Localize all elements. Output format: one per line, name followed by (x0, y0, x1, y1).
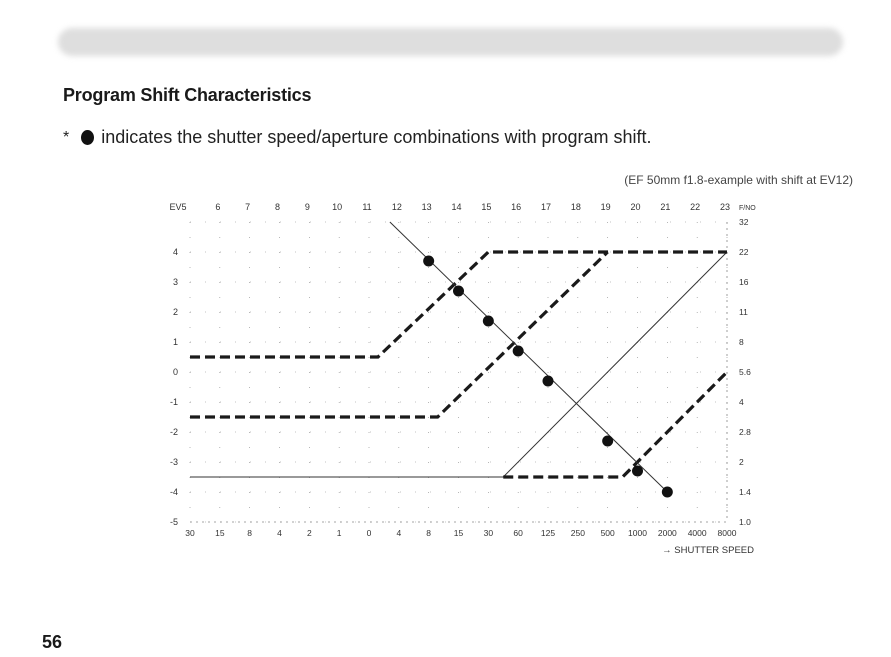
ev-top-label: 23 (719, 202, 731, 212)
fno-tick-label: 22 (739, 247, 749, 257)
left-ev-label: -2 (169, 427, 178, 437)
note-asterisk: * (63, 128, 70, 146)
x-axis-title: → SHUTTER SPEED (662, 545, 754, 556)
ev-top-label: 14 (451, 202, 462, 212)
note-text: indicates the shutter speed/aperture combinations with program shift. (101, 127, 652, 147)
ev-top-label: 13 (421, 202, 432, 212)
fno-header: F/NO (739, 205, 756, 212)
ev-top-label: 7 (245, 202, 251, 212)
shutter-tick-label: 0 (366, 528, 372, 538)
axis-labels (169, 202, 756, 556)
shutter-tick-label: 8 (247, 528, 253, 538)
shutter-tick-label: 8 (426, 528, 432, 538)
ev-top-label: 15 (481, 202, 492, 212)
shutter-tick-label: 1000 (628, 528, 647, 538)
left-ev-label: -1 (169, 397, 178, 407)
ev-top-label: 17 (540, 202, 552, 212)
shift-point (632, 466, 643, 477)
shutter-tick-label: 125 (540, 528, 556, 538)
shift-point (602, 436, 613, 447)
fno-tick-label: 1.0 (739, 517, 751, 527)
shift-point (662, 487, 673, 498)
shift-point (543, 376, 554, 387)
fno-tick-label: 1.4 (739, 487, 751, 497)
series-line-2 (190, 252, 608, 417)
shutter-tick-label: 4000 (687, 528, 707, 538)
shutter-tick-label: 500 (600, 528, 615, 538)
shift-point (453, 286, 464, 297)
shutter-tick-label: 250 (570, 528, 585, 538)
ev-top-label: 21 (660, 202, 671, 212)
shift-point (483, 316, 494, 327)
shutter-tick-label: 2000 (657, 528, 677, 538)
shutter-tick-label: 15 (215, 528, 225, 538)
fno-tick-label: 8 (739, 337, 744, 347)
fno-tick-label: 2 (739, 457, 744, 467)
shutter-tick-label: 30 (483, 528, 494, 538)
ev-top-label: 9 (304, 202, 310, 212)
left-ev-label: -5 (169, 517, 178, 527)
ev-top-label: EV5 (169, 202, 187, 212)
page-number: 56 (42, 632, 63, 652)
ev-top-label: 16 (511, 202, 522, 212)
ev-top-label: 8 (274, 202, 281, 212)
left-ev-label: 1 (172, 337, 178, 347)
shutter-tick-label: 2 (306, 528, 312, 538)
fno-tick-label: 4 (739, 397, 744, 407)
ev-top-label: 11 (362, 202, 372, 212)
ev-top-label: 12 (391, 202, 402, 212)
shutter-tick-label: 8000 (717, 528, 737, 538)
fno-tick-label: 5.6 (739, 367, 751, 377)
shutter-tick-label: 4 (396, 528, 402, 538)
ev-top-label: 6 (215, 202, 221, 212)
left-ev-label: 2 (172, 307, 178, 317)
shutter-tick-label: 4 (277, 528, 282, 538)
shutter-tick-label: 1 (336, 528, 342, 538)
program-shift-chart (150, 195, 770, 565)
left-ev-label: 3 (172, 277, 178, 287)
ev-top-label: 22 (690, 202, 701, 212)
fno-tick-label: 32 (739, 217, 749, 227)
ev-top-label: 10 (332, 202, 343, 212)
shutter-tick-label: 60 (513, 528, 523, 538)
shift-point (423, 256, 434, 267)
page-title: Program Shift Characteristics (63, 85, 312, 105)
left-ev-label: -4 (169, 487, 178, 497)
fno-tick-label: 16 (739, 277, 749, 287)
chart-caption: (EF 50mm f1.8-example with shift at EV12) (624, 173, 853, 187)
fno-tick-label: 2.8 (739, 427, 751, 437)
shutter-tick-label: 15 (453, 528, 464, 538)
legend-note (63, 127, 652, 148)
ev-top-label: 20 (630, 202, 641, 212)
ev-top-label: 19 (600, 202, 611, 212)
top-banner (58, 28, 843, 56)
left-ev-label: -3 (169, 457, 178, 467)
left-ev-label: 0 (172, 367, 178, 377)
fno-tick-label: 11 (739, 307, 748, 317)
left-ev-label: 4 (172, 247, 178, 257)
shift-dot-icon (81, 130, 94, 145)
ev-top-label: 18 (570, 202, 581, 212)
shift-point (513, 346, 524, 357)
series-line-3 (503, 372, 727, 477)
shutter-tick-label: 30 (185, 528, 195, 538)
